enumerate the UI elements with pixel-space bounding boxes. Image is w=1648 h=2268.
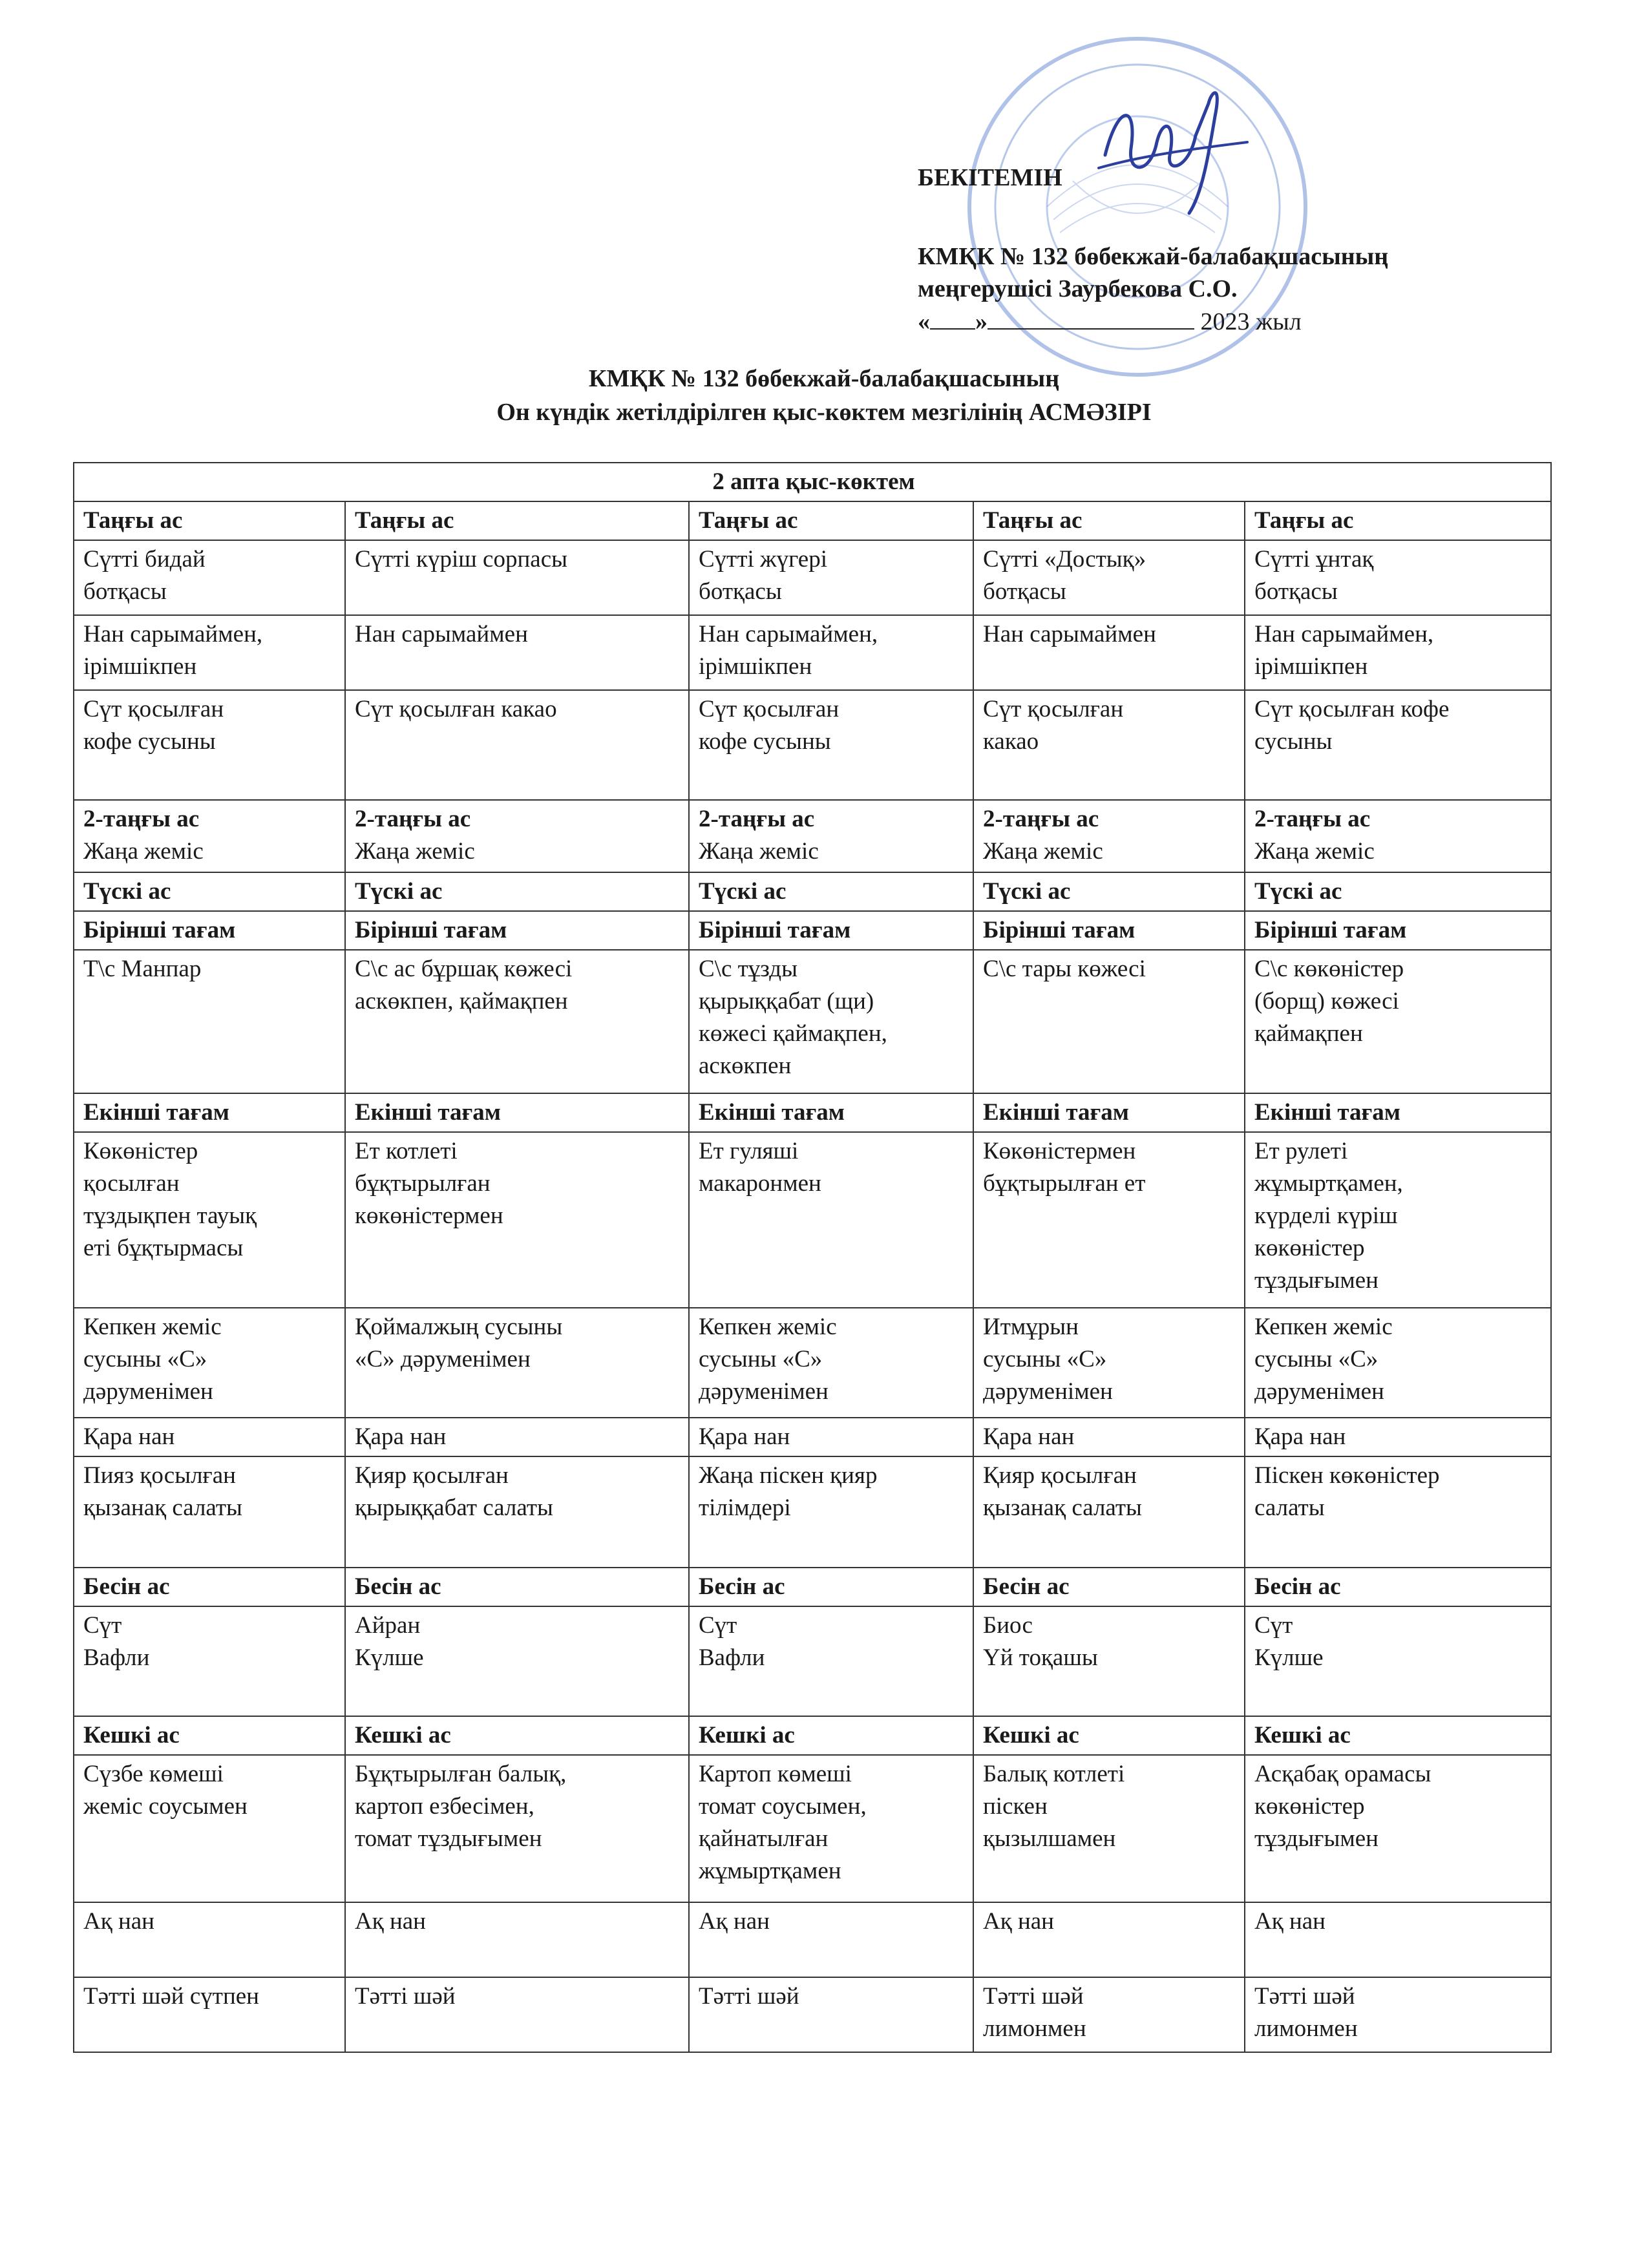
lunch-bread-row-cell: Қара нан bbox=[74, 1418, 345, 1456]
lunch-header-row-cell: Түскі ас bbox=[345, 872, 689, 911]
dinner-header-row-cell: Кешкі ас bbox=[345, 1716, 689, 1755]
snack-header-row-cell: Бесін ас bbox=[973, 1568, 1245, 1606]
lunch-salad-row-cell: Қияр қосылған қырыққабат салаты bbox=[345, 1456, 689, 1568]
breakfast-porridge-row-cell: Сүтті ұнтақ ботқасы bbox=[1245, 540, 1551, 615]
second-course-row-cell: Көкөністер қосылған тұздықпен тауық еті бұқтырмасы bbox=[74, 1132, 345, 1308]
breakfast-bread-row-cell: Нан сарымаймен, ірімшікпен bbox=[689, 615, 973, 690]
second-breakfast-cell bbox=[1245, 800, 1551, 872]
first-course-header-row bbox=[74, 911, 1551, 950]
breakfast-drink-row-cell: Сүт қосылған кофе сусыны bbox=[74, 690, 345, 800]
first-course-row-cell: С\с тұзды қырыққабат (щи) көжесі қаймақпен, аскөкпен bbox=[689, 950, 973, 1093]
second-breakfast-item: Жаңа жеміс bbox=[699, 838, 819, 865]
second-breakfast-row bbox=[74, 800, 1551, 872]
breakfast-porridge-row-cell: Сүтті «Достық» ботқасы bbox=[973, 540, 1245, 615]
second-breakfast-item: Жаңа жеміс bbox=[1254, 838, 1375, 865]
dinner-drink-row-cell: Тәтті шәй bbox=[689, 1977, 973, 2052]
breakfast-drink-row-cell: Сүт қосылған кофе сусыны bbox=[1245, 690, 1551, 800]
lunch-salad-row-cell: Жаңа піскен қияр тілімдері bbox=[689, 1456, 973, 1568]
lunch-bread-row bbox=[74, 1418, 1551, 1456]
lunch-salad-row-cell: Қияр қосылған қызанақ салаты bbox=[973, 1456, 1245, 1568]
breakfast-drink-row-cell: Сүт қосылған какао bbox=[973, 690, 1245, 800]
lunch-header-row-cell: Түскі ас bbox=[1245, 872, 1551, 911]
breakfast-bread-row-cell: Нан сарымаймен bbox=[345, 615, 689, 690]
breakfast-drink-row-cell: Сүт қосылған кофе сусыны bbox=[689, 690, 973, 800]
second-breakfast-label: 2-таңғы ас bbox=[983, 806, 1099, 832]
snack-header-row-cell: Бесін ас bbox=[345, 1568, 689, 1606]
dinner-main-row bbox=[74, 1755, 1551, 1902]
second-breakfast-item: Жаңа жеміс bbox=[983, 838, 1103, 865]
dinner-drink-row-cell: Тәтті шәй bbox=[345, 1977, 689, 2052]
second-course-header-row-cell: Екінші тағам bbox=[74, 1093, 345, 1132]
second-course-header-row-cell: Екінші тағам bbox=[689, 1093, 973, 1132]
lunch-header-row-cell: Түскі ас bbox=[74, 872, 345, 911]
breakfast-porridge-row-cell: Сүтті жүгері ботқасы bbox=[689, 540, 973, 615]
dinner-header-row-cell: Кешкі ас bbox=[74, 1716, 345, 1755]
first-course-header-row-cell: Бірінші тағам bbox=[973, 911, 1245, 950]
dinner-bread-row-cell: Ақ нан bbox=[1245, 1902, 1551, 1977]
dinner-main-row-cell: Балық котлеті піскен қызылшамен bbox=[973, 1755, 1245, 1902]
lunch-drink-row-cell: Кепкен жеміс сусыны «С» дәруменімен bbox=[689, 1308, 973, 1418]
second-course-row bbox=[74, 1132, 1551, 1308]
first-course-header-row-cell: Бірінші тағам bbox=[74, 911, 345, 950]
dinner-main-row-cell: Бұқтырылған балық, картоп езбесімен, томат тұздығымен bbox=[345, 1755, 689, 1902]
first-course-header-row-cell: Бірінші тағам bbox=[345, 911, 689, 950]
title-line-2: Он күндік жетілдірілген қыс-көктем мезгілінің АСМӘЗІРІ bbox=[496, 399, 1152, 426]
snack-header-row-cell: Бесін ас bbox=[1245, 1568, 1551, 1606]
lunch-drink-row-cell: Итмұрын сусыны «С» дәруменімен bbox=[973, 1308, 1245, 1418]
document-title bbox=[0, 362, 1648, 429]
lunch-header-row bbox=[74, 872, 1551, 911]
lunch-header-row-cell: Түскі ас bbox=[689, 872, 973, 911]
week-row bbox=[74, 463, 1551, 501]
breakfast-header-row-cell: Таңғы ас bbox=[74, 501, 345, 540]
second-course-header-row-cell: Екінші тағам bbox=[973, 1093, 1245, 1132]
approval-year: 2023 жыл bbox=[1200, 308, 1302, 335]
lunch-drink-row-cell: Кепкен жеміс сусыны «С» дәруменімен bbox=[1245, 1308, 1551, 1418]
first-course-row-cell: С\с көкөністер (борщ) көжесі қаймақпен bbox=[1245, 950, 1551, 1093]
lunch-salad-row-cell: Піскен көкөністер салаты bbox=[1245, 1456, 1551, 1568]
lunch-header-row-cell: Түскі ас bbox=[973, 872, 1245, 911]
lunch-salad-row bbox=[74, 1456, 1551, 1568]
dinner-header-row bbox=[74, 1716, 1551, 1755]
second-breakfast-cell bbox=[345, 800, 689, 872]
breakfast-header-row-cell: Таңғы ас bbox=[345, 501, 689, 540]
second-course-header-row-cell: Екінші тағам bbox=[345, 1093, 689, 1132]
breakfast-header-row-cell: Таңғы ас bbox=[689, 501, 973, 540]
first-course-header-row-cell: Бірінші тағам bbox=[689, 911, 973, 950]
dinner-bread-row-cell: Ақ нан bbox=[345, 1902, 689, 1977]
breakfast-drink-row-cell: Сүт қосылған какао bbox=[345, 690, 689, 800]
first-course-row-cell: Т\с Манпар bbox=[74, 950, 345, 1093]
first-course-row-cell: С\с тары көжесі bbox=[973, 950, 1245, 1093]
lunch-bread-row-cell: Қара нан bbox=[689, 1418, 973, 1456]
snack-header-row-cell: Бесін ас bbox=[74, 1568, 345, 1606]
dinner-bread-row-cell: Ақ нан bbox=[689, 1902, 973, 1977]
breakfast-porridge-row-cell: Сүтті күріш сорпасы bbox=[345, 540, 689, 615]
month-blank bbox=[988, 305, 1194, 330]
breakfast-header-row-cell: Таңғы ас bbox=[1245, 501, 1551, 540]
lunch-bread-row-cell: Қара нан bbox=[1245, 1418, 1551, 1456]
dinner-bread-row bbox=[74, 1902, 1551, 1977]
dinner-drink-row-cell: Тәтті шәй лимонмен bbox=[973, 1977, 1245, 2052]
breakfast-header-row-cell: Таңғы ас bbox=[973, 501, 1245, 540]
lunch-drink-row bbox=[74, 1308, 1551, 1418]
snack-row bbox=[74, 1606, 1551, 1716]
snack-row-cell: Айран Күлше bbox=[345, 1606, 689, 1716]
lunch-salad-row-cell: Пияз қосылған қызанақ салаты bbox=[74, 1456, 345, 1568]
breakfast-bread-row-cell: Нан сарымаймен, ірімшікпен bbox=[74, 615, 345, 690]
snack-row-cell: Сүт Вафли bbox=[689, 1606, 973, 1716]
second-course-row-cell: Ет котлеті бұқтырылған көкөністермен bbox=[345, 1132, 689, 1308]
breakfast-bread-row-cell: Нан сарымаймен bbox=[973, 615, 1245, 690]
second-breakfast-cell bbox=[973, 800, 1245, 872]
second-breakfast-cell bbox=[689, 800, 973, 872]
breakfast-drink-row bbox=[74, 690, 1551, 800]
second-course-row-cell: Көкөністермен бұқтырылған ет bbox=[973, 1132, 1245, 1308]
second-breakfast-cell bbox=[74, 800, 345, 872]
snack-row-cell: Сүт Вафли bbox=[74, 1606, 345, 1716]
lunch-bread-row-cell: Қара нан bbox=[345, 1418, 689, 1456]
second-breakfast-label: 2-таңғы ас bbox=[355, 806, 471, 832]
breakfast-bread-row bbox=[74, 615, 1551, 690]
dinner-main-row-cell: Сүзбе көмеші жеміс соусымен bbox=[74, 1755, 345, 1902]
dinner-drink-row-cell: Тәтті шәй лимонмен bbox=[1245, 1977, 1551, 2052]
dinner-header-row-cell: Кешкі ас bbox=[689, 1716, 973, 1755]
dinner-header-row-cell: Кешкі ас bbox=[1245, 1716, 1551, 1755]
breakfast-porridge-row-cell: Сүтті бидай ботқасы bbox=[74, 540, 345, 615]
first-course-header-row-cell: Бірінші тағам bbox=[1245, 911, 1551, 950]
snack-row-cell: Биос Үй тоқашы bbox=[973, 1606, 1245, 1716]
title-line-1: КМҚК № 132 бөбекжай-балабақшасының bbox=[588, 365, 1060, 392]
snack-row-cell: Сүт Күлше bbox=[1245, 1606, 1551, 1716]
menu-table bbox=[73, 462, 1552, 2053]
dinner-drink-row bbox=[74, 1977, 1551, 2052]
approval-org: КМҚК № 132 бөбекжай-балабақшасының bbox=[918, 243, 1389, 270]
lunch-drink-row-cell: Кепкен жеміс сусыны «С» дәруменімен bbox=[74, 1308, 345, 1418]
second-breakfast-label: 2-таңғы ас bbox=[699, 806, 815, 832]
second-breakfast-label: 2-таңғы ас bbox=[1254, 806, 1371, 832]
second-breakfast-item: Жаңа жеміс bbox=[83, 838, 204, 865]
second-breakfast-item: Жаңа жеміс bbox=[355, 838, 475, 865]
day-blank bbox=[930, 305, 975, 330]
lunch-bread-row-cell: Қара нан bbox=[973, 1418, 1245, 1456]
dinner-bread-row-cell: Ақ нан bbox=[973, 1902, 1245, 1977]
breakfast-header-row bbox=[74, 501, 1551, 540]
second-course-header-row bbox=[74, 1093, 1551, 1132]
snack-header-row-cell: Бесін ас bbox=[689, 1568, 973, 1606]
dinner-main-row-cell: Картоп көмеші томат соусымен, қайнатылған жұмыртқамен bbox=[689, 1755, 973, 1902]
breakfast-porridge-row bbox=[74, 540, 1551, 615]
second-course-header-row-cell: Екінші тағам bbox=[1245, 1093, 1551, 1132]
second-breakfast-label: 2-таңғы ас bbox=[83, 806, 200, 832]
approval-date: « » 2023 жыл bbox=[918, 305, 1499, 338]
dinner-main-row-cell: Асқабақ орамасы көкөністер тұздығымен bbox=[1245, 1755, 1551, 1902]
week-label: 2 апта қыс-көктем bbox=[74, 463, 1551, 501]
lunch-drink-row-cell: Қоймалжың сусыны «С» дәруменімен bbox=[345, 1308, 689, 1418]
dinner-bread-row-cell: Ақ нан bbox=[74, 1902, 345, 1977]
snack-header-row bbox=[74, 1568, 1551, 1606]
breakfast-bread-row-cell: Нан сарымаймен, ірімшікпен bbox=[1245, 615, 1551, 690]
second-course-row-cell: Ет гуляші макаронмен bbox=[689, 1132, 973, 1308]
dinner-drink-row-cell: Тәтті шәй сүтпен bbox=[74, 1977, 345, 2052]
first-course-row bbox=[74, 950, 1551, 1093]
approval-block bbox=[918, 162, 1499, 338]
second-course-row-cell: Ет рулеті жұмыртқамен, күрделі күріш көкөністер тұздығымен bbox=[1245, 1132, 1551, 1308]
approval-director: меңгерушісі Заурбекова С.О. bbox=[918, 275, 1238, 302]
first-course-row-cell: С\с ас бұршақ көжесі аскөкпен, қаймақпен bbox=[345, 950, 689, 1093]
dinner-header-row-cell: Кешкі ас bbox=[973, 1716, 1245, 1755]
approval-title: БЕКІТЕМІН bbox=[918, 164, 1062, 191]
